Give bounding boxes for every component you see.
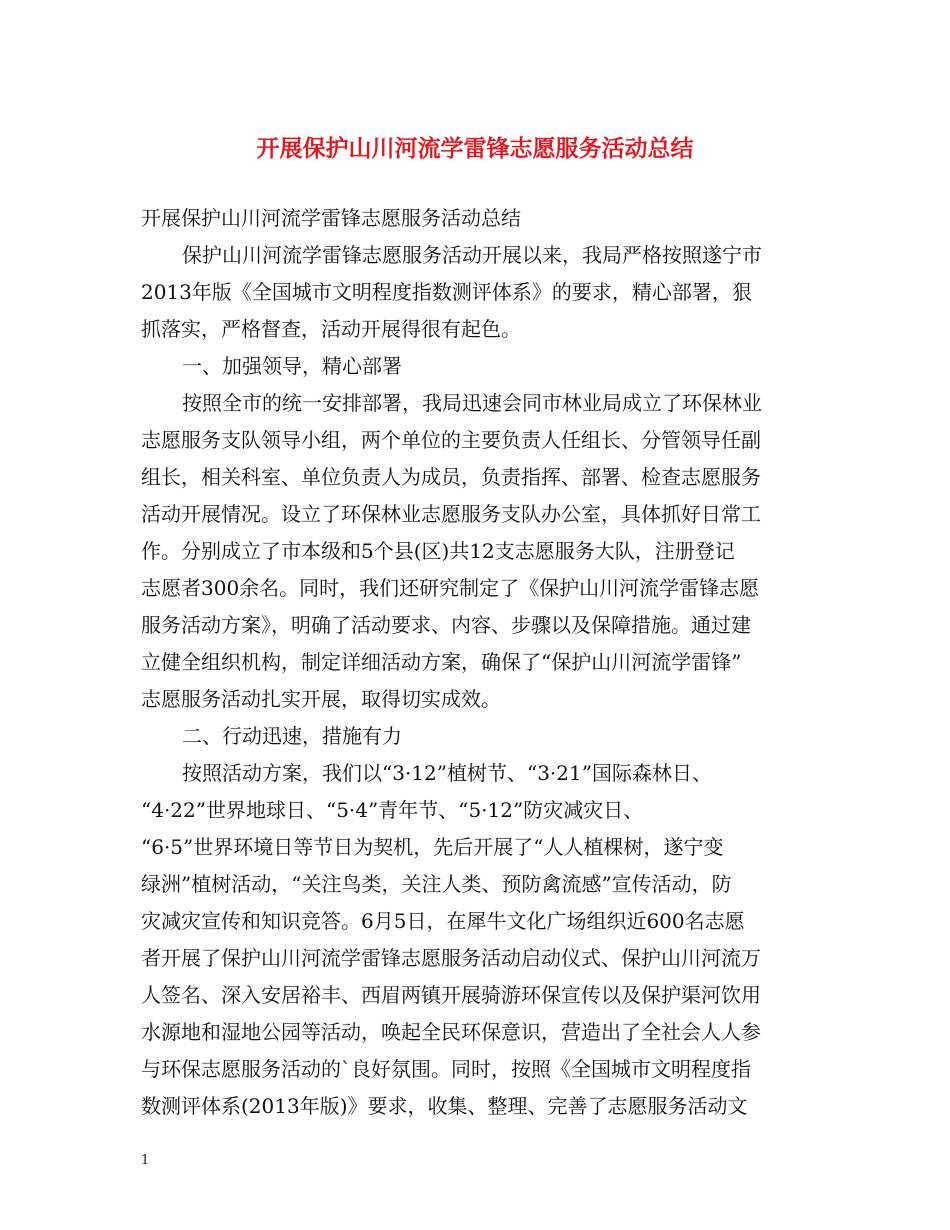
body-line: 绿洲”植树活动，“关注鸟类，关注人类、预防禽流感”宣传活动，防 bbox=[141, 872, 732, 896]
page-number: 1 bbox=[141, 1153, 150, 1168]
body-line: 服务活动方案》，明确了活动要求、内容、步骤以及保障措施。通过建 bbox=[141, 613, 751, 637]
body-line: 作。分别成立了市本级和5个县(区)共12支志愿服务大队，注册登记 bbox=[141, 539, 735, 563]
body-line: 灾减灾宣传和知识竞答。6月5日，在犀牛文化广场组织近600名志愿 bbox=[141, 909, 745, 933]
body-line: “4·22”世界地球日、“5·4”青年节、“5·12”防灾减灾日、 bbox=[141, 798, 644, 822]
body-line-heading-repeat: 开展保护山川河流学雷锋志愿服务活动总结 bbox=[141, 206, 521, 230]
body-line: 志愿者300余名。同时，我们还研究制定了《保护山川河流学雷锋志愿 bbox=[141, 576, 760, 600]
body-line: 者开展了保护山川河流学雷锋志愿服务活动启动仪式、保护山川河流万 bbox=[141, 946, 761, 970]
body-line: 活动开展情况。设立了环保林业志愿服务支队办公室，具体抓好日常工 bbox=[141, 502, 761, 526]
body-line: 与环保志愿服务活动的`良好氛围。同时，按照《全国城市文明程度指 bbox=[141, 1057, 751, 1081]
section-heading-2: 二、行动迅速，措施有力 bbox=[182, 724, 402, 748]
document-title: 开展保护山川河流学雷锋志愿服务活动总结 bbox=[256, 135, 694, 162]
body-line: “6·5”世界环境日等节日为契机，先后开展了“人人植棵树，遂宁变 bbox=[141, 835, 724, 859]
body-line: 志愿服务活动扎实开展，取得切实成效。 bbox=[141, 687, 501, 711]
body-line: 2013年版《全国城市文明程度指数测评体系》的要求，精心部署，狠 bbox=[141, 280, 752, 304]
body-line: 按照全市的统一安排部署，我局迅速会同市林业局成立了环保林业 bbox=[182, 391, 762, 415]
body-line: 组长，相关科室、单位负责人为成员，负责指挥、部署、检查志愿服务 bbox=[141, 465, 761, 489]
body-line: 抓落实，严格督查，活动开展得很有起色。 bbox=[141, 317, 521, 341]
body-line: 数测评体系(2013年版)》要求，收集、整理、完善了志愿服务活动文 bbox=[141, 1094, 748, 1118]
section-heading-1: 一、加强领导，精心部署 bbox=[182, 354, 402, 378]
body-line: 志愿服务支队领导小组，两个单位的主要负责人任组长、分管领导任副 bbox=[141, 428, 761, 452]
body-line: 水源地和湿地公园等活动，唤起全民环保意识，营造出了全社会人人参 bbox=[141, 1020, 761, 1044]
body-line: 立健全组织机构，制定详细活动方案，确保了“保护山川河流学雷锋” bbox=[141, 650, 742, 674]
body-line: 人签名、深入安居裕丰、西眉两镇开展骑游环保宣传以及保护渠河饮用 bbox=[141, 983, 761, 1007]
body-line: 保护山川河流学雷锋志愿服务活动开展以来，我局严格按照遂宁市 bbox=[182, 243, 762, 267]
body-line: 按照活动方案，我们以“3·12”植树节、“3·21”国际森林日、 bbox=[182, 761, 712, 785]
